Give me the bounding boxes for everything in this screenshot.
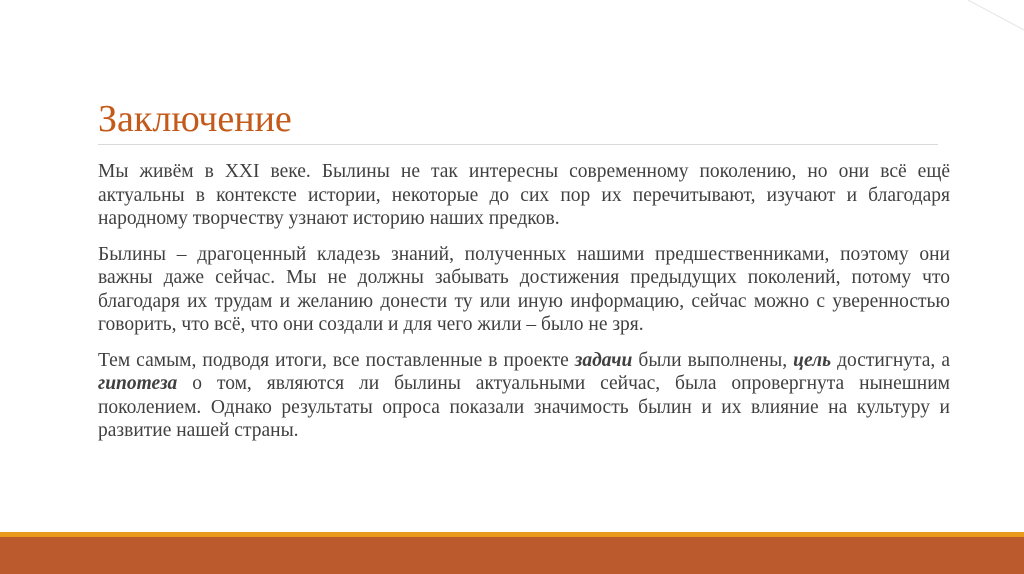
slide-body: [98, 160, 950, 455]
paragraph-3-text-a: Тем самым, подводя итоги, все поставленные в проекте: [98, 349, 575, 371]
paragraph-1: Мы живём в XXI веке. Былины не так интересны современному поколению, но они всё ещё актуальны в контексте истории, некоторые до сих пор их перечитывают, изучают и благодаря народному творчеству узнают историю наших предков.: [98, 161, 950, 229]
decorative-corner-line: [0, 0, 1024, 80]
footer-band: [0, 537, 1024, 574]
slide-title: Заключение: [98, 98, 292, 140]
paragraph-3: [98, 349, 950, 443]
emphasis-goal: цель: [793, 349, 832, 371]
emphasis-hypothesis: гипотеза: [98, 373, 178, 394]
title-divider: [98, 144, 938, 145]
paragraph-2: Былины – драгоценный кладезь знаний, полученных нашими предшественниками, поэтому они важны даже сейчас. Мы не должны забывать достижения предыдущих поколений, потому что благодаря их трудам и желанию донести ту или иную информацию, сейчас можно с уверенностью говорить, что всё, что они создали и для чего жили – было не зря.: [98, 243, 950, 335]
paragraph-3-text-b: были выполнены,: [632, 349, 794, 371]
emphasis-tasks: задачи: [574, 349, 633, 371]
paragraph-3-text-c: достигнута, а: [831, 349, 950, 371]
paragraph-3-text-d: о том, являются ли былины актуальными сейчас, была опровергнута нынешним поколением. Однако результаты опроса показали значимость былин и их влияние на культуру и развитие нашей страны.: [98, 373, 950, 441]
corner-line-stroke: [968, 0, 1024, 30]
